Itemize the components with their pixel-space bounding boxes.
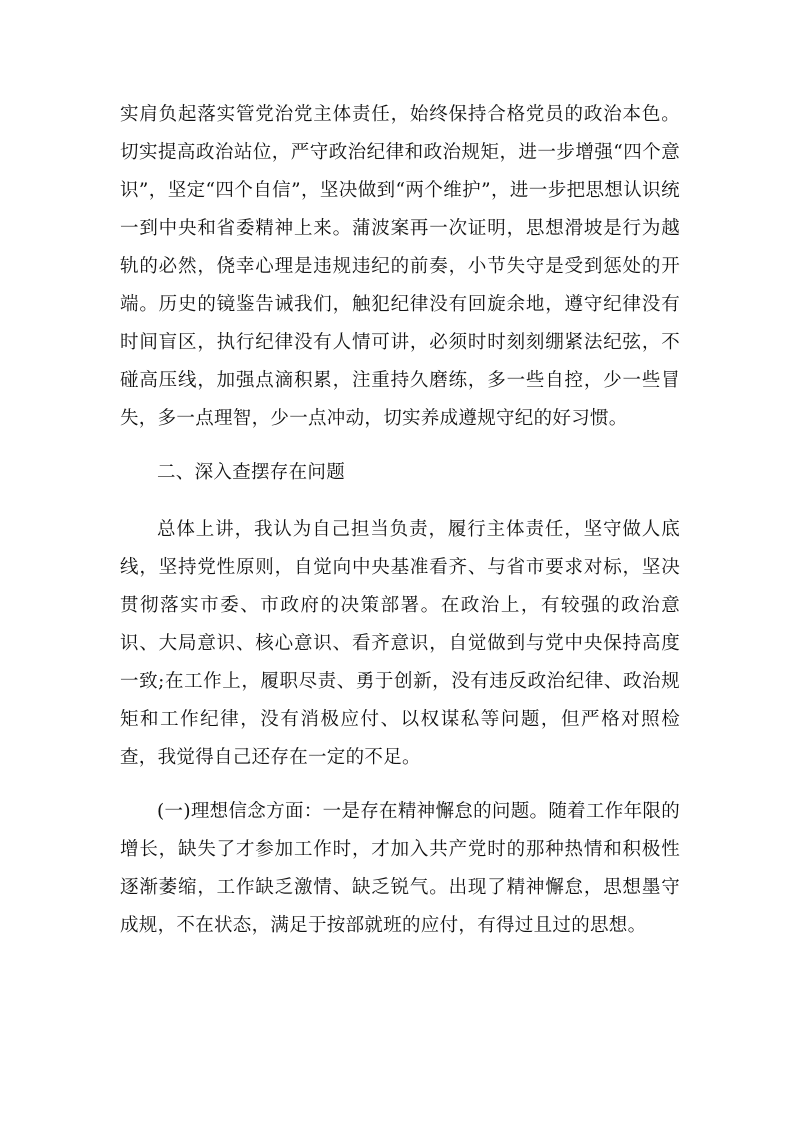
section-heading: 二、深入查摆存在问题 (157, 462, 346, 483)
document-body (120, 96, 680, 945)
ideals-beliefs-paragraph: (一)理想信念方面：一是存在精神懈怠的问题。随着工作年限的增长，缺失了才参加工作时，才加入共产党时的那种热情和积极性逐渐萎缩，工作缺乏激情、缺乏锐气。出现了精神懈怠，思想墨守成规，不在状态，满足于按部就班的应付，有得过且过的思想。 (120, 800, 680, 936)
opening-paragraph: 实肩负起落实管党治党主体责任，始终保持合格党员的政治本色。切实提高政治站位，严守政治纪律和政治规矩，进一步增强“四个意识”，坚定“四个自信”，坚决做到“两个维护”，进一步把思想认识统一到中央和省委精神上来。蒲波案再一次证明，思想滑坡是行为越轨的必然，侥幸心理是违规违纪的前奏，小节失守是受到惩处的开端。历史的镜鉴告诫我们，触犯纪律没有回旋余地，遵守纪律没有时间盲区，执行纪律没有人情可讲，必须时时刻刻绷紧法纪弦，不碰高压线，加强点滴积累，注重持久磨练，多一些自控，少一些冒失，多一点理智，少一点冲动，切实养成遵规守纪的好习惯。 (120, 104, 680, 429)
overall-assessment-paragraph: 总体上讲，我认为自己担当负责，履行主体责任，坚守做人底线，坚持党性原则，自觉向中央基准看齐、与省市要求对标，坚决贯彻落实市委、市政府的决策部署。在政治上，有较强的政治意识、大局意识、核心意识、看齐意识，自觉做到与党中央保持高度一致;在工作上，履职尽责、勇于创新，没有违反政治纪律、政治规矩和工作纪律，没有消极应付、以权谋私等问题，但严格对照检查，我觉得自己还存在一定的不足。 (120, 518, 680, 768)
